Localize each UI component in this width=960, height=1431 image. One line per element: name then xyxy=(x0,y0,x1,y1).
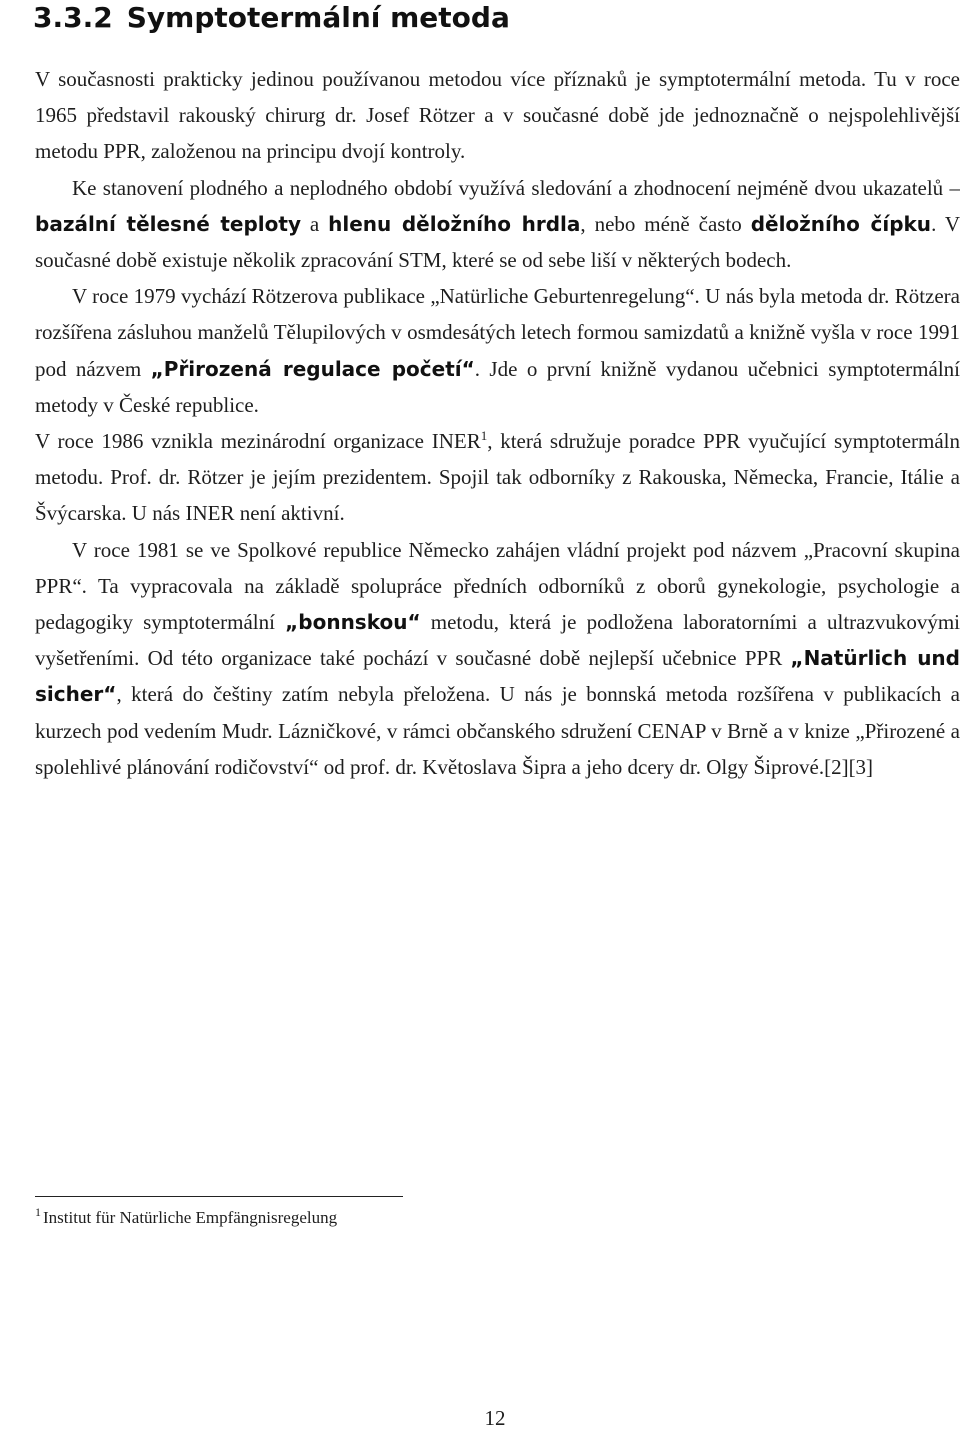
page-number: 12 xyxy=(484,1406,506,1430)
section-number: 3.3.2 xyxy=(33,1,113,34)
term-cervix: děložního čípku xyxy=(750,211,932,236)
section-title: Symptotermální metoda xyxy=(126,1,510,34)
section-heading xyxy=(33,0,510,36)
paragraph-4 xyxy=(35,423,960,532)
paragraph-5-text-1: V roce 1981 se ve Spolkové republice Německo zahájen vládní projekt pod názvem „Pracovní skupina PPR“. Ta vypracovala na základě spolupráce předních odborníků z oborů gynekologie, psychologie a pedagogiky symptotermální xyxy=(35,537,960,635)
footnote-reference: 1 xyxy=(480,428,488,444)
term-cervical-mucus: hlenu děložního hrdla xyxy=(328,211,581,236)
paragraph-4-text-1: V roce 1986 vznikla mezinárodní organizace INER xyxy=(35,429,481,454)
footnote xyxy=(35,1205,337,1231)
body-text xyxy=(35,61,960,785)
paragraph-2 xyxy=(35,170,960,279)
paragraph-1: V současnosti prakticky jedinou používanou metodou více příznaků je symptotermální metoda. Tu v roce 1965 představil rakouský chirurg dr. Josef Rötzer a v současné době jde jednoznačně o nejspolehlivější metodu PPR, založenou na principu dvojí kontroly. xyxy=(35,67,960,164)
footnote-divider xyxy=(35,1196,403,1197)
term-bonnska: „bonnskou“ xyxy=(285,610,421,635)
paragraph-5 xyxy=(35,532,960,785)
book-title-prirozena-regulace: „Přirozená regulace početí“ xyxy=(150,356,475,381)
paragraph-2-text-1: Ke stanovení plodného a neplodného období využívá sledování a zhodnocení nejméně dvou ukazatelů – xyxy=(72,175,960,200)
book-title-naturlich-und-sicher: „Natürlich und sicher“ xyxy=(35,646,960,707)
paragraph-2-text-2: a xyxy=(301,211,329,236)
paragraph-4-text-2: , která sdružuje poradce PPR vyučující symptotermáln metodu. Prof. dr. Rötzer je jejím prezidentem. Spojil tak odborníky z Rakouska, Německa, Francie, Itálie a Švýcarska. U nás INER není aktivní. xyxy=(35,429,960,526)
paragraph-3 xyxy=(35,278,960,423)
paragraph-5-text-3: , která do češtiny zatím nebyla přeložena. U nás je bonnská metoda rozšířena v publikacích a kurzech pod vedením Mudr. Lázničkové, v rámci občanského sdružení CENAP v Brně a v knize „Přirozené a spolehlivé plánování rodičovství“ od prof. dr. Květoslava Šipra a jeho dcery dr. Olgy Šiprové.[2][3] xyxy=(35,682,960,779)
term-basal-temperature: bazální tělesné teploty xyxy=(35,211,301,236)
footnote-marker: 1 xyxy=(35,1205,41,1220)
paragraph-3-text-1: V roce 1979 vychází Rötzerova publikace „Natürliche Geburtenregelung“. U nás byla metoda dr. Rötzera rozšířena zásluhou manželů Tělupilových v osmdesátých letech formou samizdatů a knižně vyšla v roce 1991 pod názvem xyxy=(35,284,960,381)
paragraph-2-text-4: . V současné době existuje několik zpracování STM, které se od sebe liší v některých bodech. xyxy=(35,211,960,273)
paragraph-5-text-2: metodu, která je podložena laboratorními a ultrazvukovými vyšetřeními. Od této organizace také pochází v současné době nejlepší učebnice PPR xyxy=(35,610,960,671)
footnote-text: Institut für Natürliche Empfängnisregelung xyxy=(43,1208,338,1227)
paragraph-2-text-3: , nebo méně často xyxy=(580,211,751,236)
paragraph-3-text-2: . Jde o první knižně vydanou učebnici symptotermální metody v České republice. xyxy=(35,356,960,417)
